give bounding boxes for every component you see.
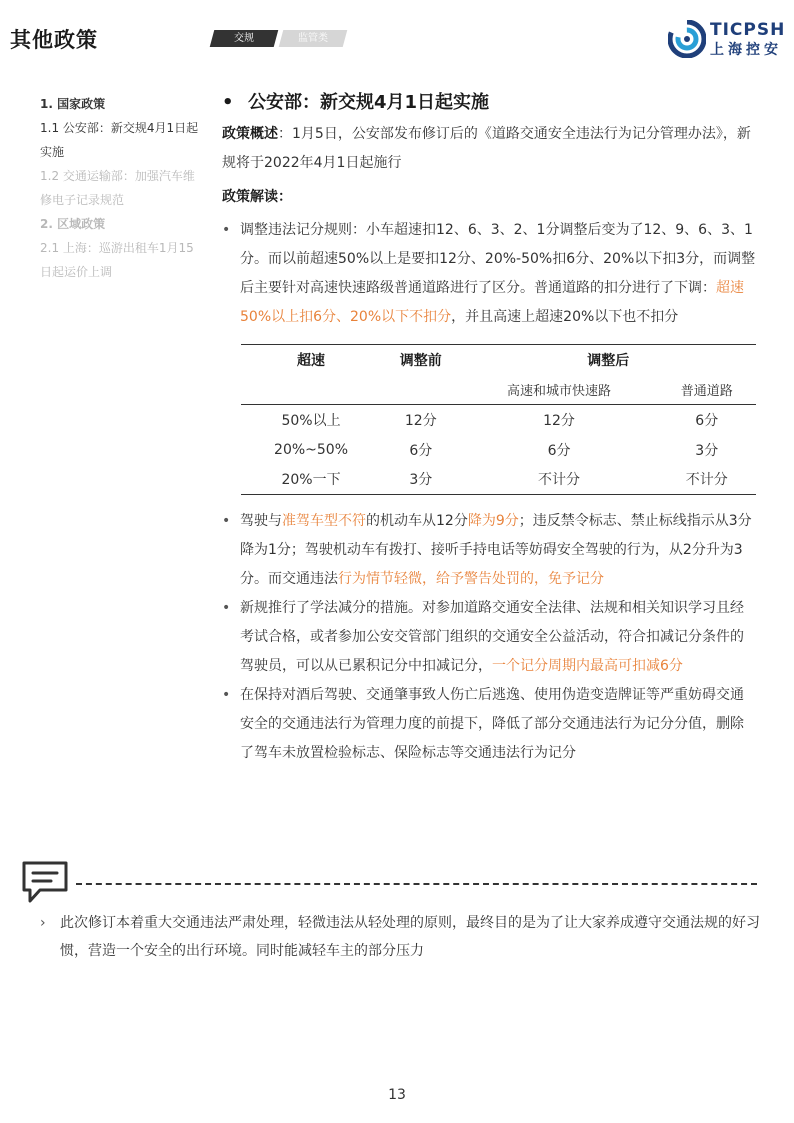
cell-speed: 50%以上	[241, 405, 381, 435]
bullet2-highlight-3: 行为情节轻微，给予警告处罚的，免予记分	[338, 571, 604, 587]
bullet1-text: 调整违法记分规则：小车超速扣12、6、3、2、1分调整后变为了12、9、6、3、1分。而以前超速50%以上是要扣12分、20%-50%扣6分、20%以下扣3分，而调整后主要针对高速快速路级普通道路进行了区分。普通道路的扣分进行了下调：	[240, 222, 756, 296]
summary-note	[40, 909, 760, 965]
bullet1-tail: ，并且高速上超速20%以下也不扣分	[451, 309, 679, 325]
dashed-divider	[76, 883, 757, 885]
bullet-serious-violations	[222, 681, 757, 768]
bullet2-highlight-2: 降为9分	[467, 513, 519, 529]
th-after: 调整后	[461, 345, 756, 375]
page-number: 13	[388, 1087, 406, 1103]
comment-icon	[20, 860, 70, 906]
toc-item-national-policy[interactable]: 1. 国家政策	[40, 97, 106, 111]
bullet3-text: 新规推行了学法减分的措施。对参加道路交通安全法律、法规和相关知识学习且经考试合格，或者参加公安交管部门组织的交通安全公益活动，符合扣减记分条件的驾驶员，可以从已累积记分中扣减记分，	[240, 600, 744, 674]
bullet-license-mismatch	[222, 507, 757, 594]
main-content	[222, 86, 757, 768]
th-speed: 超速	[241, 345, 381, 375]
cell-before: 12分	[381, 405, 461, 435]
th-before: 调整前	[381, 345, 461, 375]
speeding-points-table	[241, 344, 756, 495]
bullet3-highlight: 一个记分周期内最高可扣减6分	[492, 658, 683, 674]
cell-highway: 12分	[461, 405, 658, 435]
cell-highway: 6分	[547, 442, 571, 459]
interpretation-label: 政策解读：	[222, 189, 292, 205]
bullet1-highlight: 超速50%以上扣6分、20%以下不扣分	[240, 280, 744, 325]
section-heading	[222, 86, 757, 120]
toc-item-shanghai-taxi[interactable]: 2.1 上海：巡游出租车1月15日起运价上调	[40, 241, 194, 279]
tag-traffic-rules	[210, 30, 279, 47]
table-row	[241, 435, 756, 465]
bullet4-text: 在保持对酒后驾驶、交通肇事致人伤亡后逃逸、使用伪造变造牌证等严重妨碍交通安全的交通违法行为管理力度的前提下，降低了部分交通违法行为记分分值，删除了驾车未放置检验标志、保险标志等交通违法行为记分	[240, 687, 744, 761]
bullet2-text-a: 驾驶与	[240, 513, 282, 529]
interpretation-list	[222, 216, 757, 332]
cell-before: 3分	[381, 465, 461, 495]
overview-text: ：1月5日，公安部发布修订后的《道路交通安全违法行为记分管理办法》，新规将于2022年4月1日起施行	[222, 126, 751, 171]
cell-normal: 6分	[658, 405, 757, 435]
bullet2-text-c: ；违反禁令标志、禁止标线指示从3分降为1分；驾驶机动车有拨打、接听手持电话等妨碍安全驾驶的行为，从2分升为3分。而交通违法	[240, 513, 752, 587]
tag-traffic-rules-label: 交规	[234, 33, 254, 44]
logo-text-cn: 上海控安	[710, 42, 782, 58]
interpretation-list-cont	[222, 507, 757, 768]
cell-normal: 不计分	[658, 465, 757, 495]
cell-speed: 20%~50%	[274, 441, 348, 458]
section-heading-text: 公安部：新交规4月1日起实施	[248, 92, 490, 113]
company-logo	[668, 20, 784, 60]
logo-text-en: TICPSH	[710, 20, 786, 40]
chevron-right-icon: ›	[40, 915, 46, 931]
cell-highway: 不计分	[461, 465, 658, 495]
sidebar-toc	[40, 92, 205, 284]
cell-normal: 3分	[695, 442, 719, 459]
th-highway: 高速和城市快速路	[507, 383, 612, 399]
policy-overview	[222, 120, 757, 178]
overview-label: 政策概述	[222, 126, 278, 142]
tag-regulatory	[279, 30, 348, 47]
bullet-scoring-rules	[222, 216, 757, 332]
cell-before: 6分	[409, 442, 433, 459]
tag-regulatory-label: 监管类	[298, 33, 328, 44]
table-row	[241, 405, 756, 435]
bullet-study-deduction	[222, 594, 757, 681]
page-title: 其他政策	[10, 28, 98, 52]
summary-text: 此次修订本着重大交通违法严肃处理，轻微违法从轻处理的原则，最终目的是为了让大家养成遵守交通法规的好习惯，营造一个安全的出行环境。同时能减轻车主的部分压力	[60, 915, 760, 959]
table-row	[241, 465, 756, 495]
logo-swirl-icon	[668, 20, 706, 58]
toc-item-mps-new-rules[interactable]: 1.1 公安部：新交规4月1日起实施	[40, 121, 199, 159]
heading-bullet: •	[222, 92, 234, 113]
toc-item-regional-policy[interactable]: 2. 区域政策	[40, 217, 106, 231]
cell-speed: 20%一下	[241, 465, 381, 495]
th-normal-road: 普通道路	[680, 383, 733, 399]
bullet2-text-b: 的机动车从12分	[366, 513, 468, 529]
toc-item-transport-ministry[interactable]: 1.2 交通运输部：加强汽车维修电子记录规范	[40, 169, 195, 207]
bullet2-highlight-1: 准驾车型不符	[282, 513, 366, 529]
